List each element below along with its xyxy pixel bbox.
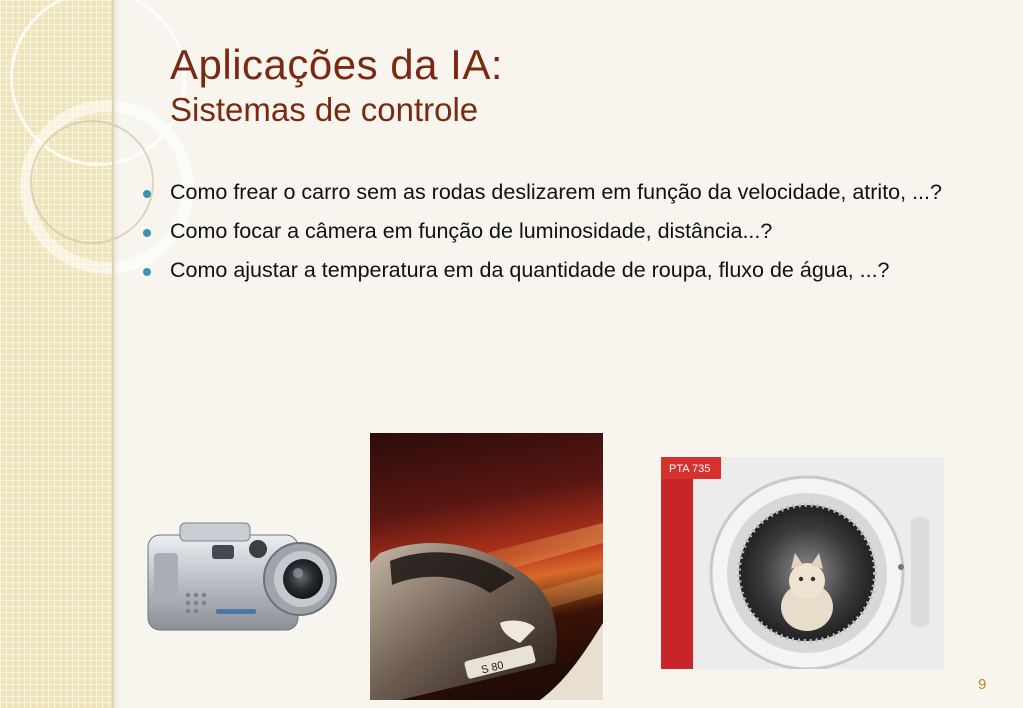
- washing-machine-icon: [661, 457, 944, 669]
- plate-text: S 80: [480, 659, 505, 677]
- bullet-marker-icon: [143, 229, 151, 237]
- digital-camera-icon: [140, 505, 345, 640]
- title-subtitle: Sistemas de controle: [170, 91, 479, 128]
- slide-title: [170, 40, 503, 130]
- car-icon: [370, 433, 603, 700]
- bullet-text: Como ajustar a temperatura em da quantidade de roupa, fluxo de água, ...?: [170, 258, 890, 282]
- camera-photo: [140, 505, 345, 640]
- page-number: 9: [978, 676, 987, 693]
- side-shadow: [114, 0, 120, 708]
- car-photo: [370, 433, 603, 700]
- bullet-item: [143, 178, 943, 207]
- bullet-marker-icon: [143, 268, 151, 276]
- washer-label-text: PTA 735: [669, 463, 711, 475]
- washing-machine-photo: [661, 457, 944, 669]
- bullet-item: [143, 217, 943, 246]
- bullet-text: Como frear o carro sem as rodas deslizarem em função da velocidade, atrito, ...?: [170, 180, 942, 204]
- title-main: Aplicações da IA:: [170, 41, 504, 88]
- decorative-side-strip: [0, 0, 112, 708]
- decorative-ring: [30, 120, 154, 244]
- bullet-text: Como focar a câmera em função de luminosidade, distância...?: [170, 219, 773, 243]
- bullet-item: [143, 256, 943, 285]
- bullet-list: [143, 178, 943, 295]
- bullet-marker-icon: [143, 190, 151, 198]
